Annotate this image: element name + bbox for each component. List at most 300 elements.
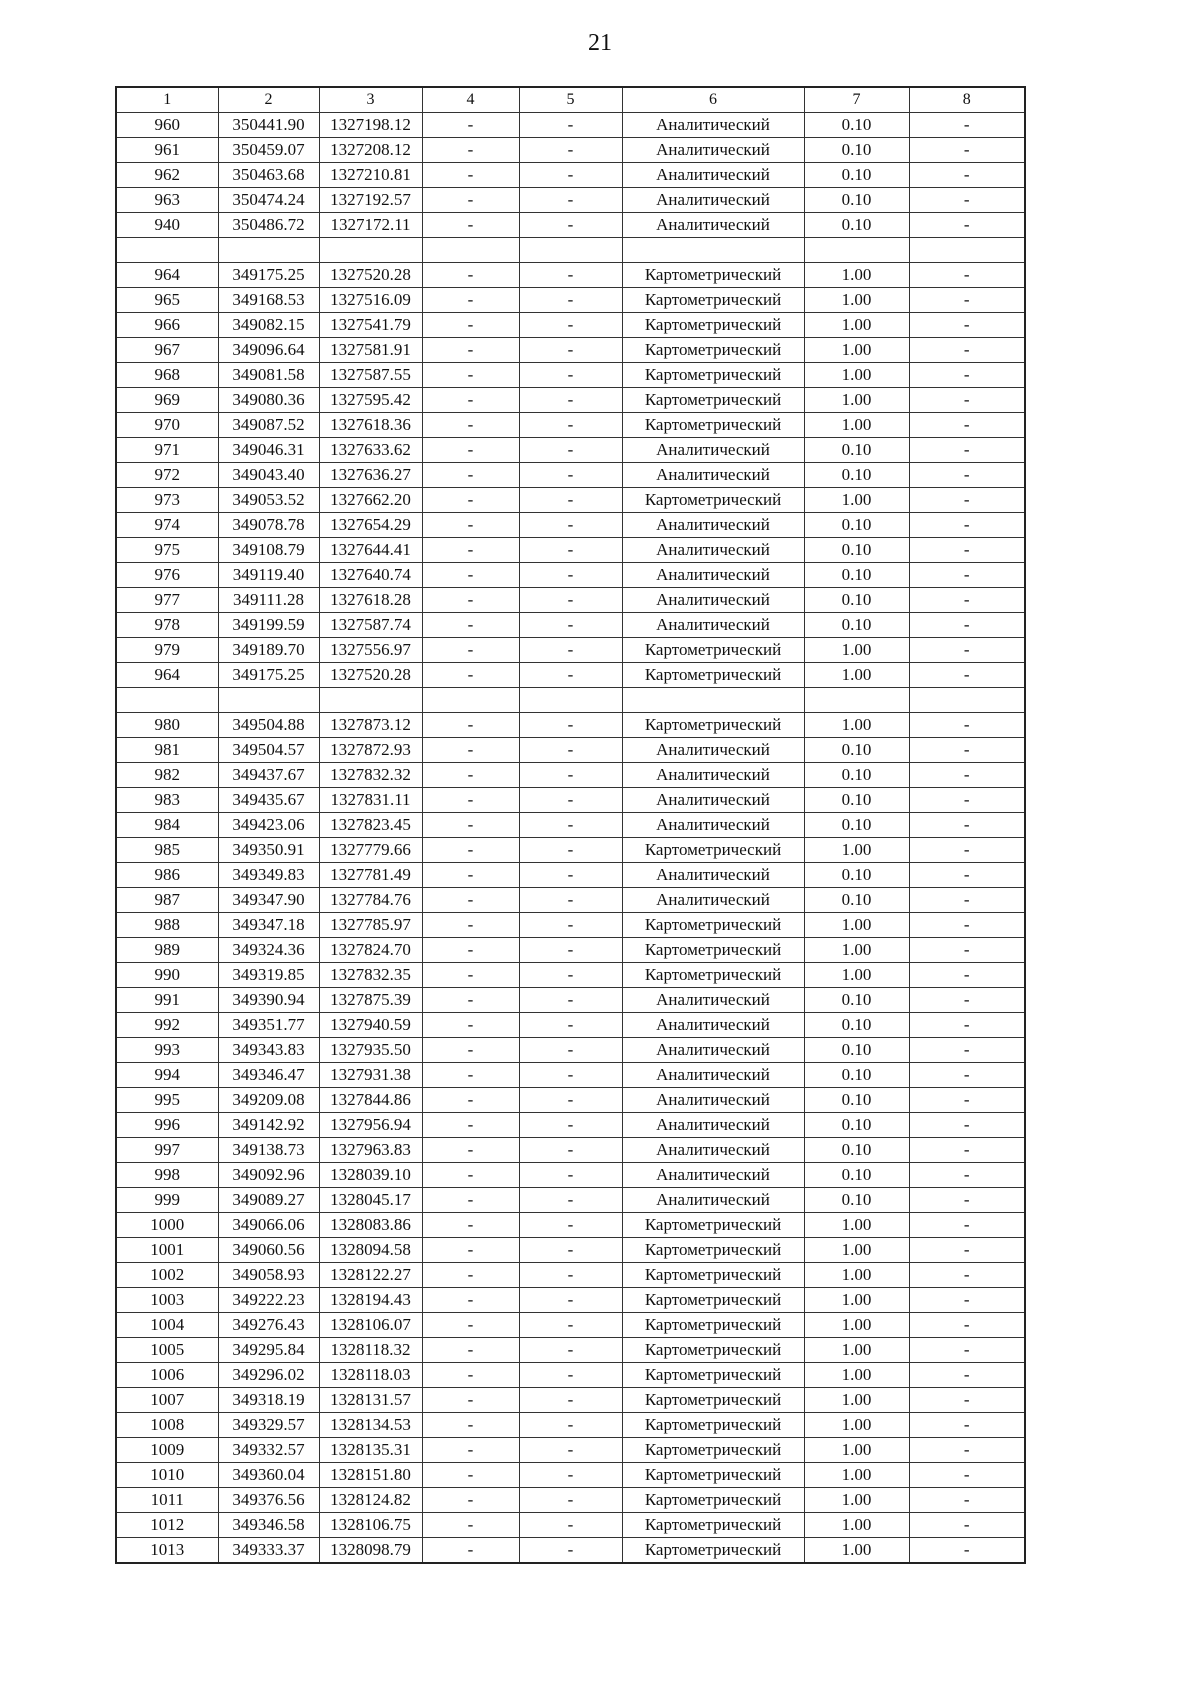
table-cell: 970 xyxy=(116,412,218,437)
table-cell: Аналитический xyxy=(622,587,804,612)
table-cell: 0.10 xyxy=(804,562,909,587)
table-cell: - xyxy=(519,812,622,837)
table-row xyxy=(116,1537,1025,1563)
table-cell: Картометрический xyxy=(622,1287,804,1312)
table-cell: - xyxy=(519,712,622,737)
table-cell: - xyxy=(422,1462,519,1487)
table-cell: Картометрический xyxy=(622,662,804,687)
table-cell: - xyxy=(519,1087,622,1112)
table-row xyxy=(116,912,1025,937)
table-cell: 1.00 xyxy=(804,1512,909,1537)
table-cell: - xyxy=(909,862,1025,887)
table-cell: 349324.36 xyxy=(218,937,319,962)
table-cell: 349504.88 xyxy=(218,712,319,737)
table-cell: - xyxy=(519,1312,622,1337)
table-cell: 350459.07 xyxy=(218,138,319,163)
table-cell: - xyxy=(519,462,622,487)
table-cell: Картометрический xyxy=(622,712,804,737)
table-cell: 0.10 xyxy=(804,1037,909,1062)
table-cell: 349423.06 xyxy=(218,812,319,837)
table-cell: 1.00 xyxy=(804,712,909,737)
table-row xyxy=(116,937,1025,962)
table-row xyxy=(116,1337,1025,1362)
table-cell: - xyxy=(422,712,519,737)
table-cell: - xyxy=(519,662,622,687)
table-cell: - xyxy=(422,1437,519,1462)
table-cell: - xyxy=(422,962,519,987)
table-row xyxy=(116,1387,1025,1412)
table-cell: 349346.58 xyxy=(218,1512,319,1537)
table-cell: 985 xyxy=(116,837,218,862)
table-row xyxy=(116,587,1025,612)
table-cell: 966 xyxy=(116,312,218,337)
table-cell: 1328135.31 xyxy=(319,1437,422,1462)
table-cell: - xyxy=(422,612,519,637)
table-cell: 349504.57 xyxy=(218,737,319,762)
table-cell: 1.00 xyxy=(804,1462,909,1487)
table-cell: - xyxy=(422,737,519,762)
table-cell: Аналитический xyxy=(622,1137,804,1162)
table-cell: - xyxy=(909,437,1025,462)
table-cell: - xyxy=(909,1487,1025,1512)
table-row xyxy=(116,437,1025,462)
table-cell: - xyxy=(422,462,519,487)
table-cell: 1328134.53 xyxy=(319,1412,422,1437)
table-cell: - xyxy=(422,587,519,612)
table-cell: 967 xyxy=(116,337,218,362)
table-cell: Аналитический xyxy=(622,787,804,812)
table-cell: - xyxy=(909,712,1025,737)
table-cell: 1.00 xyxy=(804,1487,909,1512)
table-row xyxy=(116,537,1025,562)
table-row xyxy=(116,163,1025,188)
table-cell: - xyxy=(422,213,519,238)
table-row xyxy=(116,287,1025,312)
table-cell: - xyxy=(519,1337,622,1362)
table-cell: 1327633.62 xyxy=(319,437,422,462)
table-cell: - xyxy=(909,1537,1025,1563)
table-cell: 1327172.11 xyxy=(319,213,422,238)
table-cell: Картометрический xyxy=(622,937,804,962)
table-row xyxy=(116,762,1025,787)
table-cell: - xyxy=(909,1312,1025,1337)
table-cell: 982 xyxy=(116,762,218,787)
coordinates-table xyxy=(115,86,1026,1564)
table-cell: 1007 xyxy=(116,1387,218,1412)
table-cell: 992 xyxy=(116,1012,218,1037)
table-cell: - xyxy=(519,1412,622,1437)
table-cell: - xyxy=(422,1262,519,1287)
table-cell: - xyxy=(909,962,1025,987)
table-cell: 0.10 xyxy=(804,537,909,562)
table-cell: Картометрический xyxy=(622,1387,804,1412)
table-cell: 349168.53 xyxy=(218,287,319,312)
table-cell: 349346.47 xyxy=(218,1062,319,1087)
table-cell: 0.10 xyxy=(804,762,909,787)
table-cell: 349089.27 xyxy=(218,1187,319,1212)
table-cell: 0.10 xyxy=(804,462,909,487)
table-cell: - xyxy=(519,937,622,962)
table-cell: - xyxy=(519,1162,622,1187)
table-cell: Картометрический xyxy=(622,1487,804,1512)
table-cell: 1.00 xyxy=(804,262,909,287)
table-row xyxy=(116,1162,1025,1187)
table-cell: - xyxy=(909,412,1025,437)
table-cell: - xyxy=(422,437,519,462)
table-cell: - xyxy=(519,362,622,387)
table-cell: 349435.67 xyxy=(218,787,319,812)
table-cell xyxy=(909,238,1025,263)
table-row xyxy=(116,462,1025,487)
table-cell: 1012 xyxy=(116,1512,218,1537)
table-cell: - xyxy=(519,1537,622,1563)
table-row xyxy=(116,1087,1025,1112)
table-cell: 968 xyxy=(116,362,218,387)
table-row xyxy=(116,362,1025,387)
table-cell: - xyxy=(519,213,622,238)
table-cell: 349111.28 xyxy=(218,587,319,612)
table-cell: 349080.36 xyxy=(218,387,319,412)
table-cell: - xyxy=(422,862,519,887)
table-cell: Аналитический xyxy=(622,213,804,238)
table-cell: 1327781.49 xyxy=(319,862,422,887)
table-cell: Картометрический xyxy=(622,1337,804,1362)
table-cell: Аналитический xyxy=(622,113,804,138)
table-cell: Картометрический xyxy=(622,287,804,312)
table-cell: - xyxy=(909,762,1025,787)
table-cell: 349175.25 xyxy=(218,662,319,687)
table-cell: 0.10 xyxy=(804,512,909,537)
table-cell: 349209.08 xyxy=(218,1087,319,1112)
table-cell: 977 xyxy=(116,587,218,612)
table-cell: - xyxy=(519,1287,622,1312)
table-cell: 1327516.09 xyxy=(319,287,422,312)
table-cell: 1000 xyxy=(116,1212,218,1237)
table-row xyxy=(116,712,1025,737)
table-cell: Картометрический xyxy=(622,1412,804,1437)
table-cell: 350441.90 xyxy=(218,113,319,138)
table-cell: - xyxy=(519,1262,622,1287)
table-cell: - xyxy=(422,1412,519,1437)
table-cell: 1327587.55 xyxy=(319,362,422,387)
table-cell: Картометрический xyxy=(622,262,804,287)
table-cell: 0.10 xyxy=(804,987,909,1012)
table-cell: 969 xyxy=(116,387,218,412)
table-cell: - xyxy=(519,1187,622,1212)
table-row xyxy=(116,1062,1025,1087)
table-cell: 1328098.79 xyxy=(319,1537,422,1563)
table-cell: - xyxy=(422,412,519,437)
table-row xyxy=(116,887,1025,912)
table-cell: 1.00 xyxy=(804,312,909,337)
table-cell: 1327587.74 xyxy=(319,612,422,637)
table-cell: Картометрический xyxy=(622,1362,804,1387)
table-cell: - xyxy=(519,138,622,163)
table-row xyxy=(116,238,1025,263)
table-cell: 962 xyxy=(116,163,218,188)
table-cell: 349142.92 xyxy=(218,1112,319,1137)
table-cell: Картометрический xyxy=(622,312,804,337)
table-row xyxy=(116,1312,1025,1337)
table-row xyxy=(116,1412,1025,1437)
table-cell: 973 xyxy=(116,487,218,512)
table-cell: 0.10 xyxy=(804,213,909,238)
table-cell: - xyxy=(422,1062,519,1087)
table-cell: 1006 xyxy=(116,1362,218,1387)
table-cell: 1327824.70 xyxy=(319,937,422,962)
table-cell: 972 xyxy=(116,462,218,487)
table-cell: - xyxy=(519,837,622,862)
table-row xyxy=(116,1037,1025,1062)
table-cell: 1328106.07 xyxy=(319,1312,422,1337)
table-cell: - xyxy=(519,962,622,987)
table-cell: 1001 xyxy=(116,1237,218,1262)
table-cell xyxy=(909,687,1025,712)
table-cell: 1327654.29 xyxy=(319,512,422,537)
table-cell: - xyxy=(909,1187,1025,1212)
table-cell: - xyxy=(422,1387,519,1412)
table-cell: Аналитический xyxy=(622,163,804,188)
table-cell: 1.00 xyxy=(804,412,909,437)
table-cell: - xyxy=(909,637,1025,662)
table-cell: Аналитический xyxy=(622,1037,804,1062)
table-cell: 1327595.42 xyxy=(319,387,422,412)
table-header-row xyxy=(116,87,1025,113)
table-cell: - xyxy=(909,662,1025,687)
table-cell: 349199.59 xyxy=(218,612,319,637)
table-cell: 0.10 xyxy=(804,1187,909,1212)
table-cell xyxy=(218,687,319,712)
table-cell: Аналитический xyxy=(622,1087,804,1112)
table-cell: 1327618.28 xyxy=(319,587,422,612)
table-cell: 349276.43 xyxy=(218,1312,319,1337)
table-cell xyxy=(519,238,622,263)
table-cell: - xyxy=(422,262,519,287)
table-cell: 349189.70 xyxy=(218,637,319,662)
table-cell: - xyxy=(422,537,519,562)
table-cell: - xyxy=(422,1237,519,1262)
table-cell: - xyxy=(519,337,622,362)
table-cell: - xyxy=(909,612,1025,637)
table-cell: 1011 xyxy=(116,1487,218,1512)
table-cell: 349333.37 xyxy=(218,1537,319,1563)
table-body xyxy=(116,87,1025,1563)
table-cell: 349360.04 xyxy=(218,1462,319,1487)
table-cell: - xyxy=(519,1462,622,1487)
table-cell: 1328194.43 xyxy=(319,1287,422,1312)
table-cell: 349043.40 xyxy=(218,462,319,487)
table-row xyxy=(116,787,1025,812)
table-cell: - xyxy=(422,1012,519,1037)
column-header: 7 xyxy=(804,87,909,113)
table-cell: - xyxy=(519,262,622,287)
table-row xyxy=(116,1287,1025,1312)
table-cell: - xyxy=(422,912,519,937)
table-cell: - xyxy=(909,912,1025,937)
table-cell: - xyxy=(422,837,519,862)
table-cell xyxy=(218,238,319,263)
table-cell: 349053.52 xyxy=(218,487,319,512)
column-header: 1 xyxy=(116,87,218,113)
table-cell: 349078.78 xyxy=(218,512,319,537)
table-cell: 0.10 xyxy=(804,113,909,138)
table-cell: - xyxy=(422,1287,519,1312)
table-row xyxy=(116,1212,1025,1237)
table-cell: Аналитический xyxy=(622,987,804,1012)
table-cell: - xyxy=(422,1162,519,1187)
table-cell: 975 xyxy=(116,537,218,562)
table-cell: 1327823.45 xyxy=(319,812,422,837)
table-cell: Картометрический xyxy=(622,962,804,987)
table-cell: 1.00 xyxy=(804,1537,909,1563)
table-cell: - xyxy=(909,188,1025,213)
table-cell: 960 xyxy=(116,113,218,138)
column-header: 5 xyxy=(519,87,622,113)
table-cell: - xyxy=(519,188,622,213)
table-cell: - xyxy=(422,787,519,812)
table-row xyxy=(116,1112,1025,1137)
table-cell: 1328131.57 xyxy=(319,1387,422,1412)
table-cell: 1327581.91 xyxy=(319,337,422,362)
table-cell: - xyxy=(909,1112,1025,1137)
table-cell: 349332.57 xyxy=(218,1437,319,1462)
table-cell: - xyxy=(422,163,519,188)
table-cell: 971 xyxy=(116,437,218,462)
table-cell: 1.00 xyxy=(804,1262,909,1287)
table-cell: 997 xyxy=(116,1137,218,1162)
table-cell: 0.10 xyxy=(804,862,909,887)
table-cell: 0.10 xyxy=(804,737,909,762)
table-cell: 974 xyxy=(116,512,218,537)
table-cell xyxy=(519,687,622,712)
table-cell: - xyxy=(909,1412,1025,1437)
table-cell: Аналитический xyxy=(622,138,804,163)
table-cell: - xyxy=(519,163,622,188)
table-cell: - xyxy=(909,1212,1025,1237)
table-cell: 349349.83 xyxy=(218,862,319,887)
table-cell: 1.00 xyxy=(804,837,909,862)
table-cell xyxy=(622,687,804,712)
table-cell: - xyxy=(422,1087,519,1112)
table-cell: Аналитический xyxy=(622,612,804,637)
table-cell: 349319.85 xyxy=(218,962,319,987)
table-cell: 0.10 xyxy=(804,1087,909,1112)
table-cell: - xyxy=(422,1512,519,1537)
table-cell: - xyxy=(422,812,519,837)
table-cell: - xyxy=(422,762,519,787)
table-cell: 964 xyxy=(116,262,218,287)
table-cell: - xyxy=(519,1212,622,1237)
table-cell: 1328106.75 xyxy=(319,1512,422,1537)
table-cell: - xyxy=(422,1312,519,1337)
table-cell: 349437.67 xyxy=(218,762,319,787)
table-row xyxy=(116,412,1025,437)
table-cell: Картометрический xyxy=(622,412,804,437)
table-cell: - xyxy=(909,1012,1025,1037)
table-cell: - xyxy=(909,1437,1025,1462)
table-cell: - xyxy=(519,887,622,912)
table-cell xyxy=(804,687,909,712)
table-cell: - xyxy=(422,362,519,387)
table-cell: 1327208.12 xyxy=(319,138,422,163)
table-cell: 1.00 xyxy=(804,1287,909,1312)
table-cell: 0.10 xyxy=(804,188,909,213)
table-cell: 349096.64 xyxy=(218,337,319,362)
table-cell: 961 xyxy=(116,138,218,163)
table-cell: - xyxy=(909,487,1025,512)
table-row xyxy=(116,562,1025,587)
table-cell: 1003 xyxy=(116,1287,218,1312)
column-header: 4 xyxy=(422,87,519,113)
table-cell: 1010 xyxy=(116,1462,218,1487)
table-row xyxy=(116,687,1025,712)
table-cell: 1327956.94 xyxy=(319,1112,422,1137)
table-cell: - xyxy=(909,512,1025,537)
table-cell: - xyxy=(519,1062,622,1087)
table-cell: Аналитический xyxy=(622,1062,804,1087)
table-cell: - xyxy=(519,637,622,662)
table-row xyxy=(116,1437,1025,1462)
table-cell: 1.00 xyxy=(804,1337,909,1362)
table-cell: - xyxy=(909,987,1025,1012)
table-cell: 994 xyxy=(116,1062,218,1087)
table-cell: - xyxy=(909,213,1025,238)
table-cell: 1327556.97 xyxy=(319,637,422,662)
table-cell: - xyxy=(519,287,622,312)
table-cell: 963 xyxy=(116,188,218,213)
table-cell: 1.00 xyxy=(804,1412,909,1437)
table-row xyxy=(116,637,1025,662)
table-cell: Аналитический xyxy=(622,737,804,762)
table-cell: 1328122.27 xyxy=(319,1262,422,1287)
table-row xyxy=(116,1462,1025,1487)
table-row xyxy=(116,987,1025,1012)
table-cell: - xyxy=(422,937,519,962)
page-number: 21 xyxy=(588,30,612,56)
table-cell: 1004 xyxy=(116,1312,218,1337)
table-cell: - xyxy=(909,1037,1025,1062)
table-cell: 1327618.36 xyxy=(319,412,422,437)
table-cell: 1.00 xyxy=(804,937,909,962)
table-cell: Картометрический xyxy=(622,487,804,512)
table-row xyxy=(116,1362,1025,1387)
table-cell: - xyxy=(422,312,519,337)
table-cell: 988 xyxy=(116,912,218,937)
table-cell: Картометрический xyxy=(622,1312,804,1337)
table-cell: 0.10 xyxy=(804,587,909,612)
table-cell: - xyxy=(909,1237,1025,1262)
column-header: 8 xyxy=(909,87,1025,113)
table-cell: 1327520.28 xyxy=(319,662,422,687)
table-cell: - xyxy=(422,512,519,537)
table-cell: 1008 xyxy=(116,1412,218,1437)
table-cell: - xyxy=(909,837,1025,862)
table-cell: 349081.58 xyxy=(218,362,319,387)
table-cell: 1.00 xyxy=(804,337,909,362)
table-cell: 1328151.80 xyxy=(319,1462,422,1487)
table-cell: 349318.19 xyxy=(218,1387,319,1412)
table-row xyxy=(116,188,1025,213)
table-cell: - xyxy=(422,487,519,512)
table-cell: Аналитический xyxy=(622,812,804,837)
table-cell: - xyxy=(909,138,1025,163)
table-cell: - xyxy=(422,1537,519,1563)
table-cell: - xyxy=(909,312,1025,337)
table-row xyxy=(116,862,1025,887)
table-cell: 1013 xyxy=(116,1537,218,1563)
table-cell: - xyxy=(519,387,622,412)
table-cell: - xyxy=(909,1337,1025,1362)
